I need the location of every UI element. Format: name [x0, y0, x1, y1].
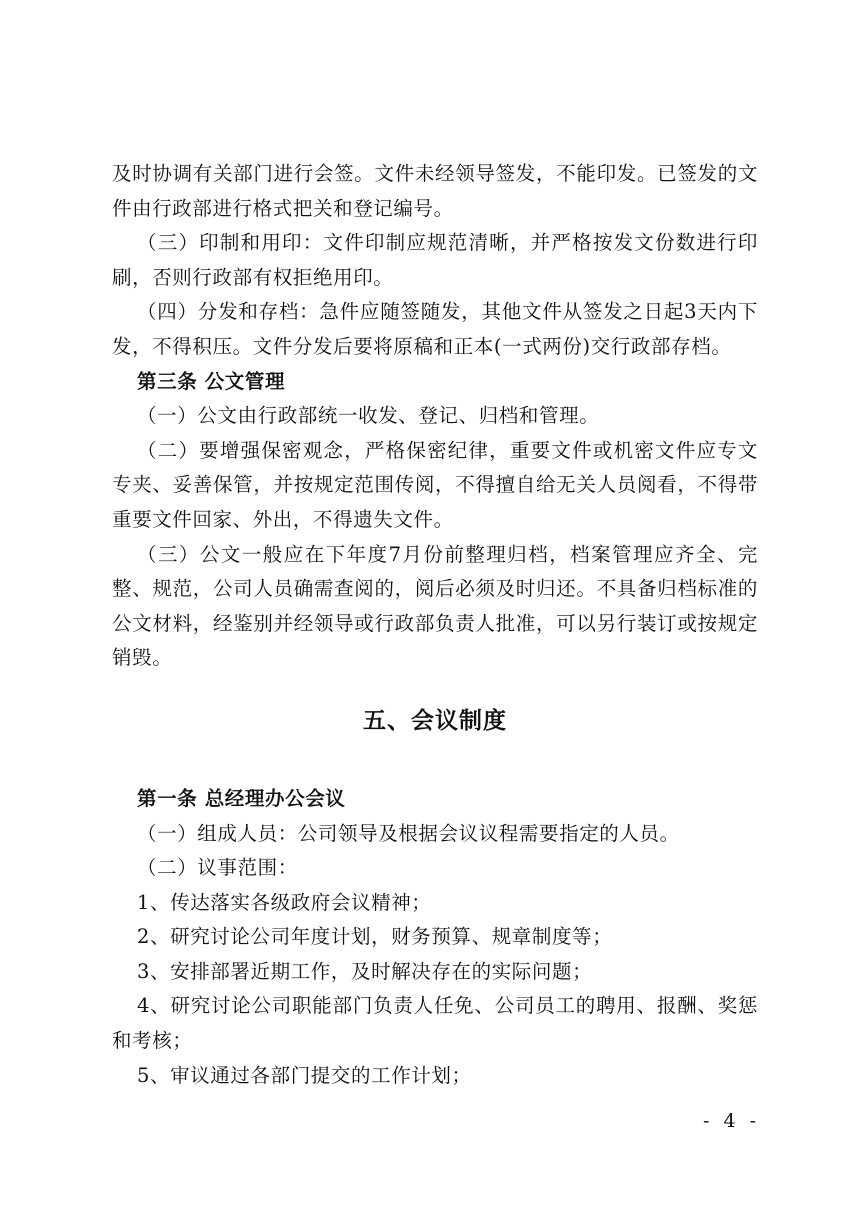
article-heading: 第一条 总经理办公会议 — [137, 786, 346, 810]
paragraph: （一）组成人员：公司领导及根据会议议程需要指定的人员。 — [137, 821, 680, 845]
paragraph: 4、研究讨论公司职能部门负责人任免、公司员工的聘用、报酬、奖惩和考核； — [112, 994, 758, 1053]
paragraph: （二）议事范围： — [137, 856, 298, 880]
page-number: - 4 - — [702, 1110, 760, 1132]
paragraph: 3、安排部署近期工作，及时解决存在的实际问题； — [137, 959, 593, 983]
paragraph: 2、研究讨论公司年度计划，财务预算、规章制度等； — [137, 925, 613, 949]
article-heading: 第三条 公文管理 — [137, 369, 286, 393]
paragraph: （一）公文由行政部统一收发、登记、归档和管理。 — [137, 404, 600, 428]
paragraph: （三）印制和用印：文件印制应规范清晰，并严格按发文份数进行印刷，否则行政部有权拒绝用印。 — [112, 231, 758, 289]
paragraph-group-bottom — [112, 782, 758, 1093]
paragraph: 1、传达落实各级政府会议精神； — [137, 890, 432, 914]
section-heading: 五、会议制度 — [363, 706, 507, 734]
paragraph: （三）公文一般应在下年度7月份前整理归档，档案管理应齐全、完整、规范，公司人员确需查阅的，阅后必须及时归还。不具备归档标准的公文材料，经鉴别并经领导或行政部负责人批准，可以另行装订或按规定销毁。 — [112, 542, 758, 670]
paragraph: （二）要增强保密观念，严格保密纪律，重要文件或机密文件应专文专夹、妥善保管，并按规定范围传阅，不得擅自给无关人员阅看，不得带重要文件回家、外出，不得遗失文件。 — [112, 438, 758, 531]
paragraph: （四）分发和存档：急件应随签随发，其他文件从签发之日起3天内下发，不得积压。文件分发后要将原稿和正本(一式两份)交行政部存档。 — [112, 300, 758, 358]
page-body — [112, 157, 758, 1093]
paragraph-group-top — [112, 157, 758, 676]
paragraph: 及时协调有关部门进行会签。文件未经领导签发，不能印发。已签发的文件由行政部进行格式把关和登记编号。 — [112, 162, 758, 220]
paragraph: 5、审议通过各部门提交的工作计划； — [137, 1063, 472, 1087]
